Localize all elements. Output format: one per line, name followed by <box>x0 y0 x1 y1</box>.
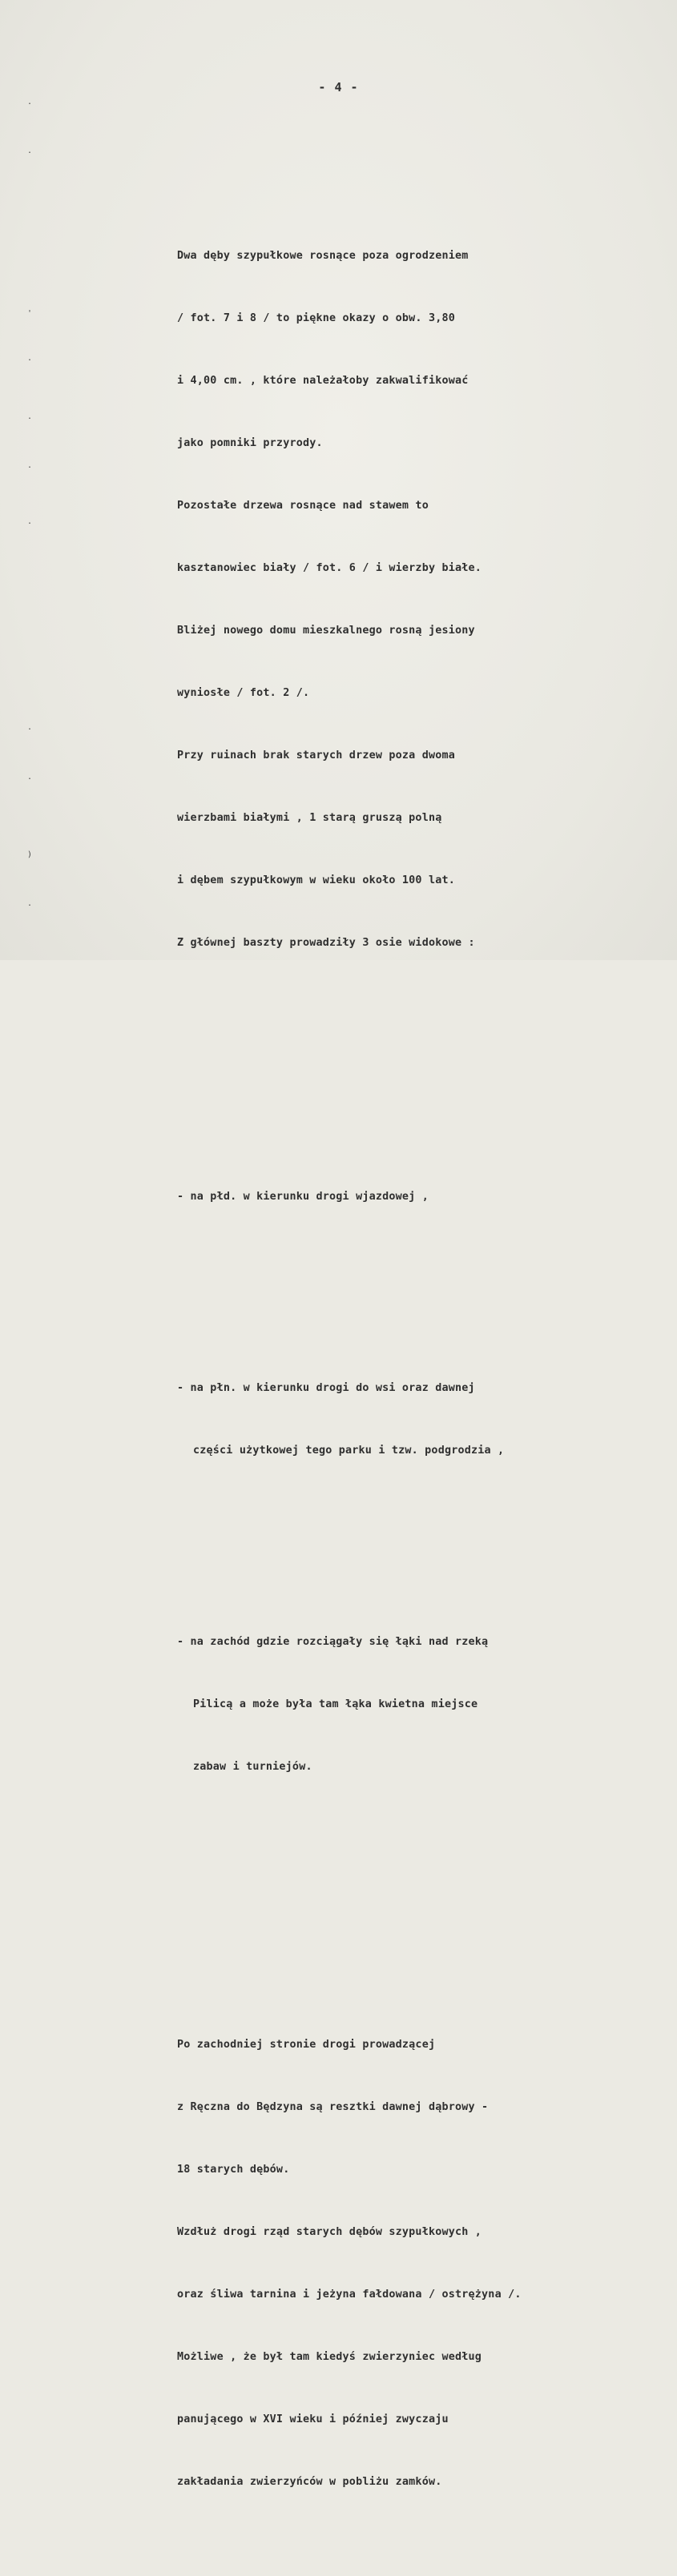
text-line: wierzbami białymi , 1 starą gruszą polną <box>177 812 442 824</box>
bullet-continuation: części użytkowej tego parku i tzw. podgrodzia , <box>193 1445 505 1457</box>
text-line: i dębem szypułkowym w wieku około 100 lat. <box>177 874 455 886</box>
text-line: z Ręczna do Będzyna są resztki dawnej dąbrowy - <box>177 2101 489 2113</box>
text-line: Po zachodniej stronie drogi prowadzącej <box>177 2039 436 2051</box>
paragraph-2 <box>177 1993 658 2534</box>
margin-mark: . <box>27 899 33 908</box>
text-line: Bliżej nowego domu mieszkalnego rosną jesiony <box>177 625 475 637</box>
text-line: Przy ruinach brak starych drzew poza dwoma <box>177 749 455 762</box>
margin-mark: . <box>27 98 33 106</box>
margin-mark: . <box>27 147 33 155</box>
text-line: zakładania zwierzyńców w pobliżu zamków. <box>177 2476 442 2488</box>
margin-mark: . <box>27 354 33 363</box>
typed-text-body <box>177 163 658 2576</box>
margin-mark: ) <box>27 850 33 859</box>
text-line: i 4,00 cm. , które należałoby zakwalifikować <box>177 375 469 387</box>
bullet-item <box>177 1145 658 1249</box>
bullet-item <box>177 1336 658 1503</box>
paragraph-1 <box>177 204 658 995</box>
bullet-continuation: Pilicą a może była tam łąka kwietna miejsce <box>193 1698 478 1710</box>
bullet-text: - na zachód gdzie rozciągały się łąki nad rzeką <box>177 1636 489 1648</box>
bullet-text: - na płn. w kierunku drogi do wsi oraz dawnej <box>177 1382 475 1394</box>
bullet-continuation: zabaw i turniejów. <box>193 1761 312 1773</box>
text-line: wyniosłe / fot. 2 /. <box>177 687 310 699</box>
text-line: panującego w XVI wieku i później zwyczaju <box>177 2413 449 2425</box>
text-line: Pozostałe drzewa rosnące nad stawem to <box>177 500 429 512</box>
text-line: / fot. 7 i 8 / to piękne okazy o obw. 3,80 <box>177 312 455 324</box>
bullet-list <box>177 1058 658 1861</box>
margin-mark: . <box>27 461 33 470</box>
text-line: 18 starych dębów. <box>177 2164 290 2176</box>
text-line: Dwa dęby szypułkowe rosnące poza ogrodzeniem <box>177 250 469 262</box>
text-line: Wzdłuż drogi rząd starych dębów szypułkowych , <box>177 2226 482 2238</box>
text-line: Z głównej baszty prowadziły 3 osie widokowe : <box>177 937 475 949</box>
margin-mark: . <box>27 412 33 421</box>
text-line: Możliwe , że był tam kiedyś zwierzyniec według <box>177 2351 482 2363</box>
margin-mark: . <box>27 773 33 782</box>
margin-mark: ' <box>27 309 33 318</box>
text-line: jako pomniki przyrody. <box>177 437 323 449</box>
bullet-text: - na płd. w kierunku drogi wjazdowej , <box>177 1191 429 1203</box>
punch-hole-marks <box>0 0 48 960</box>
text-line: oraz śliwa tarnina i jeżyna fałdowana / ostrężyna /. <box>177 2289 522 2301</box>
page-number: - 4 - <box>318 80 359 94</box>
margin-mark: . <box>27 517 33 526</box>
margin-mark: . <box>27 723 33 732</box>
bullet-item <box>177 1590 658 1819</box>
text-line: kasztanowiec biały / fot. 6 / i wierzby białe. <box>177 562 482 574</box>
